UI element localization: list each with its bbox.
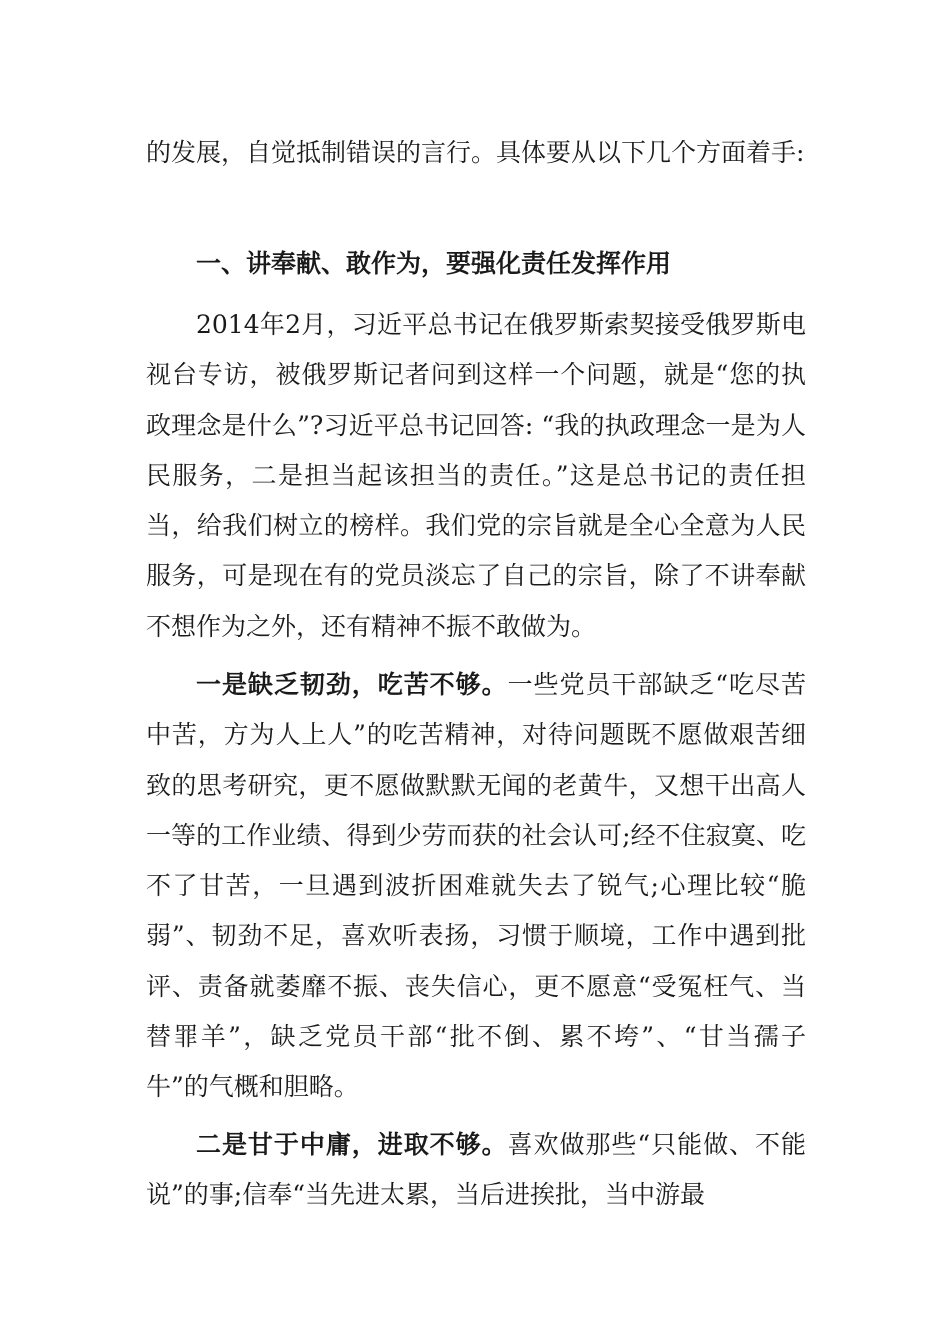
point-one-body: 一些党员干部缺乏“吃尽苦中苦，方为人上人”的吃苦精神，对待问题既不愿做艰苦细致的思考研究，更不愿做默默无闻的老黄牛，又想干出高人一等的工作业绩、得到少劳而获的社会认可;经不住寂寞、吃不了甘苦，一旦遇到波折困难就失去了锐气;心理比较“脆弱”、韧劲不足，喜欢听表扬，习惯于顺境，工作中遇到批评、责备就萎靡不振、丧失信心，更不愿意“受冤枉气、当替罪羊”，缺乏党员干部“批不倒、累不垮”、“甘当孺子牛”的气概和胆略。 <box>146 670 806 1102</box>
point-two-lead: 二是甘于中庸，进取不够。 <box>196 1130 508 1159</box>
point-one-paragraph <box>146 660 806 1113</box>
intro-paragraph <box>146 128 806 178</box>
paragraph-2014 <box>146 300 806 652</box>
section-heading-text: 一、讲奉献、敢作为，要强化责任发挥作用 <box>196 249 672 278</box>
intro-text: 的发展，自觉抵制错误的言行。具体要从以下几个方面着手: <box>146 138 805 167</box>
paragraph-2014-text: 2014年2月，习近平总书记在俄罗斯索契接受俄罗斯电视台专访，被俄罗斯记者问到这样一个问题，就是“您的执政理念是什么”?习近平总书记回答: “我的执政理念一是为人民服务，二是担当起该担当的责任。”这是总书记的责任担当，给我们树立的榜样。我们党的宗旨就是全心全意为人民服务，可是现在有的党员淡忘了自己的宗旨，除了不讲奉献不想作为之外，还有精神不振不敢做为。 <box>146 310 806 641</box>
point-one-text <box>146 660 806 1113</box>
point-two-body: 喜欢做那些“只能做、不能说”的事;信奉“当先进太累，当后进挨批，当中游最 <box>146 1130 806 1210</box>
point-one-lead: 一是缺乏韧劲，吃苦不够。 <box>196 670 508 699</box>
point-two-paragraph <box>146 1120 806 1221</box>
section-heading <box>146 239 806 289</box>
point-two-text <box>146 1120 806 1221</box>
